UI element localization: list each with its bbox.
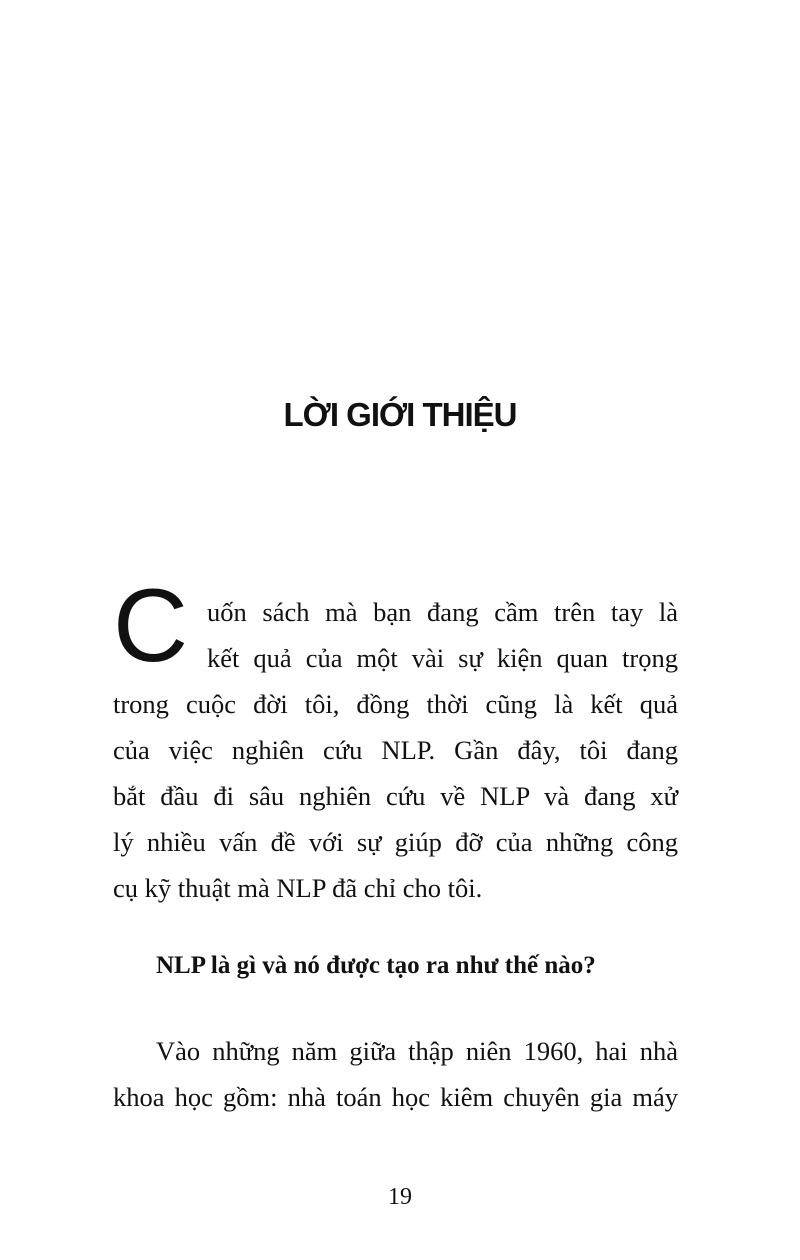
section-paragraph — [113, 1028, 678, 1120]
paragraph-line: uốn sách mà bạn đang cầm trên tay là — [207, 597, 678, 627]
drop-cap: C — [113, 568, 189, 684]
paragraph-line: lý nhiều vấn đề với sự giúp đỡ của những công — [113, 827, 678, 857]
chapter-title: LỜI GIỚI THIỆU — [283, 396, 517, 433]
paragraph-line: kết quả của một vài sự kiện quan trọng — [207, 643, 678, 673]
paragraph-line: trong cuộc đời tôi, đồng thời cũng là kết quả — [113, 689, 678, 719]
paragraph-line: cụ kỹ thuật mà NLP đã chỉ cho tôi. — [113, 873, 483, 903]
paragraph-line: của việc nghiên cứu NLP. Gần đây, tôi đang — [113, 735, 678, 765]
page-number: 19 — [388, 1184, 412, 1210]
paragraph-line: bắt đầu đi sâu nghiên cứu về NLP và đang xử — [113, 781, 678, 811]
paragraph-line: Vào những năm giữa thập niên 1960, hai nhà — [156, 1036, 678, 1066]
intro-paragraph — [113, 589, 678, 911]
paragraph-line: khoa học gồm: nhà toán học kiêm chuyên gia máy — [113, 1082, 678, 1112]
section-heading: NLP là gì và nó được tạo ra như thế nào? — [156, 952, 596, 979]
